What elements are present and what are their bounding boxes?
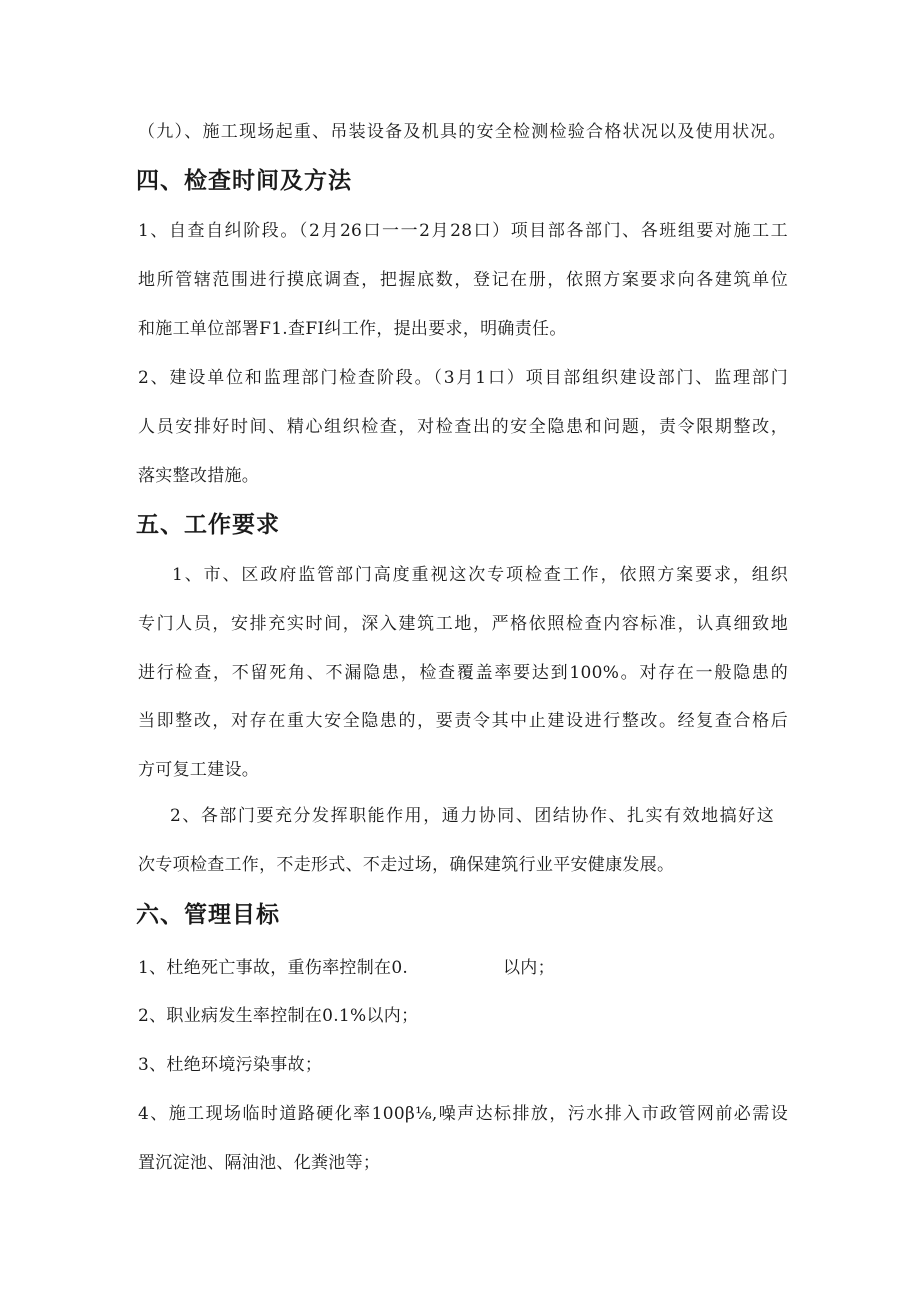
section-6-line-1b: 以内；	[503, 958, 555, 978]
section-4-line-4: 2、建设单位和监理部门检查阶段。（3月1口）项目部组织建设部门、监理部门	[138, 368, 788, 388]
section-6-line-1a: 1、杜绝死亡事故，重伤率控制在0.	[138, 958, 409, 978]
section-5-line-7: 次专项检查工作，不走形式、不走过场，确保建筑行业平安健康发展。	[138, 855, 675, 875]
section-6-line-3: 3、杜绝环境污染事故；	[138, 1055, 323, 1075]
section-4-line-6: 落实整改措施。	[138, 466, 260, 486]
section-5-line-6: 2、各部门要充分发挥职能作用，通力协同、团结协作、扎实有效地搞好这	[170, 806, 774, 826]
section-5-line-4: 当即整改，对存在重大安全隐患的，要责令其中止建设进行整改。经复查合格后	[138, 711, 788, 731]
section-5-line-3: 进行检查，不留死角、不漏隐患，检查覆盖率要达到100%。对存在一般隐患的	[138, 663, 788, 683]
section-4-line-5: 人员安排好时间、精心组织检查，对检查出的安全隐患和问题，责令限期整改，	[138, 417, 788, 437]
section-6-line-4: 4、施工现场临时道路硬化率100β⅛,噪声达标排放，污水排入市政管网前必需设	[138, 1104, 788, 1124]
section-4-line-1: 1、自查自纠阶段。（2月26口一一2月28口）项目部各部门、各班组要对施工工	[138, 221, 788, 241]
section-5-heading: 五、工作要求	[136, 511, 280, 538]
section-5-line-5: 方可复工建设。	[138, 760, 260, 780]
section-6-heading: 六、管理目标	[136, 901, 280, 928]
section-6-line-5: 置沉淀池、隔油池、化粪池等；	[138, 1153, 381, 1173]
section-6-line-2: 2、职业病发生率控制在0.1%以内；	[138, 1006, 419, 1026]
section-4-line-2: 地所管辖范围进行摸底调查，把握底数，登记在册，依照方案要求向各建筑单位	[138, 270, 788, 290]
section-4-heading: 四、检查时间及方法	[136, 167, 352, 194]
paragraph-item-9: （九）、施工现场起重、吊装设备及机具的安全检测检验合格状况以及使用状况。	[138, 122, 786, 142]
section-5-line-2: 专门人员，安排充实时间，深入建筑工地，严格依照检查内容标准，认真细致地	[138, 614, 788, 634]
section-5-line-1: 1、市、区政府监管部门高度重视这次专项检查工作，依照方案要求，组织	[172, 565, 788, 585]
section-4-line-3: 和施工单位部署F1.查FI纠工作，提出要求，明确责任。	[138, 319, 567, 339]
